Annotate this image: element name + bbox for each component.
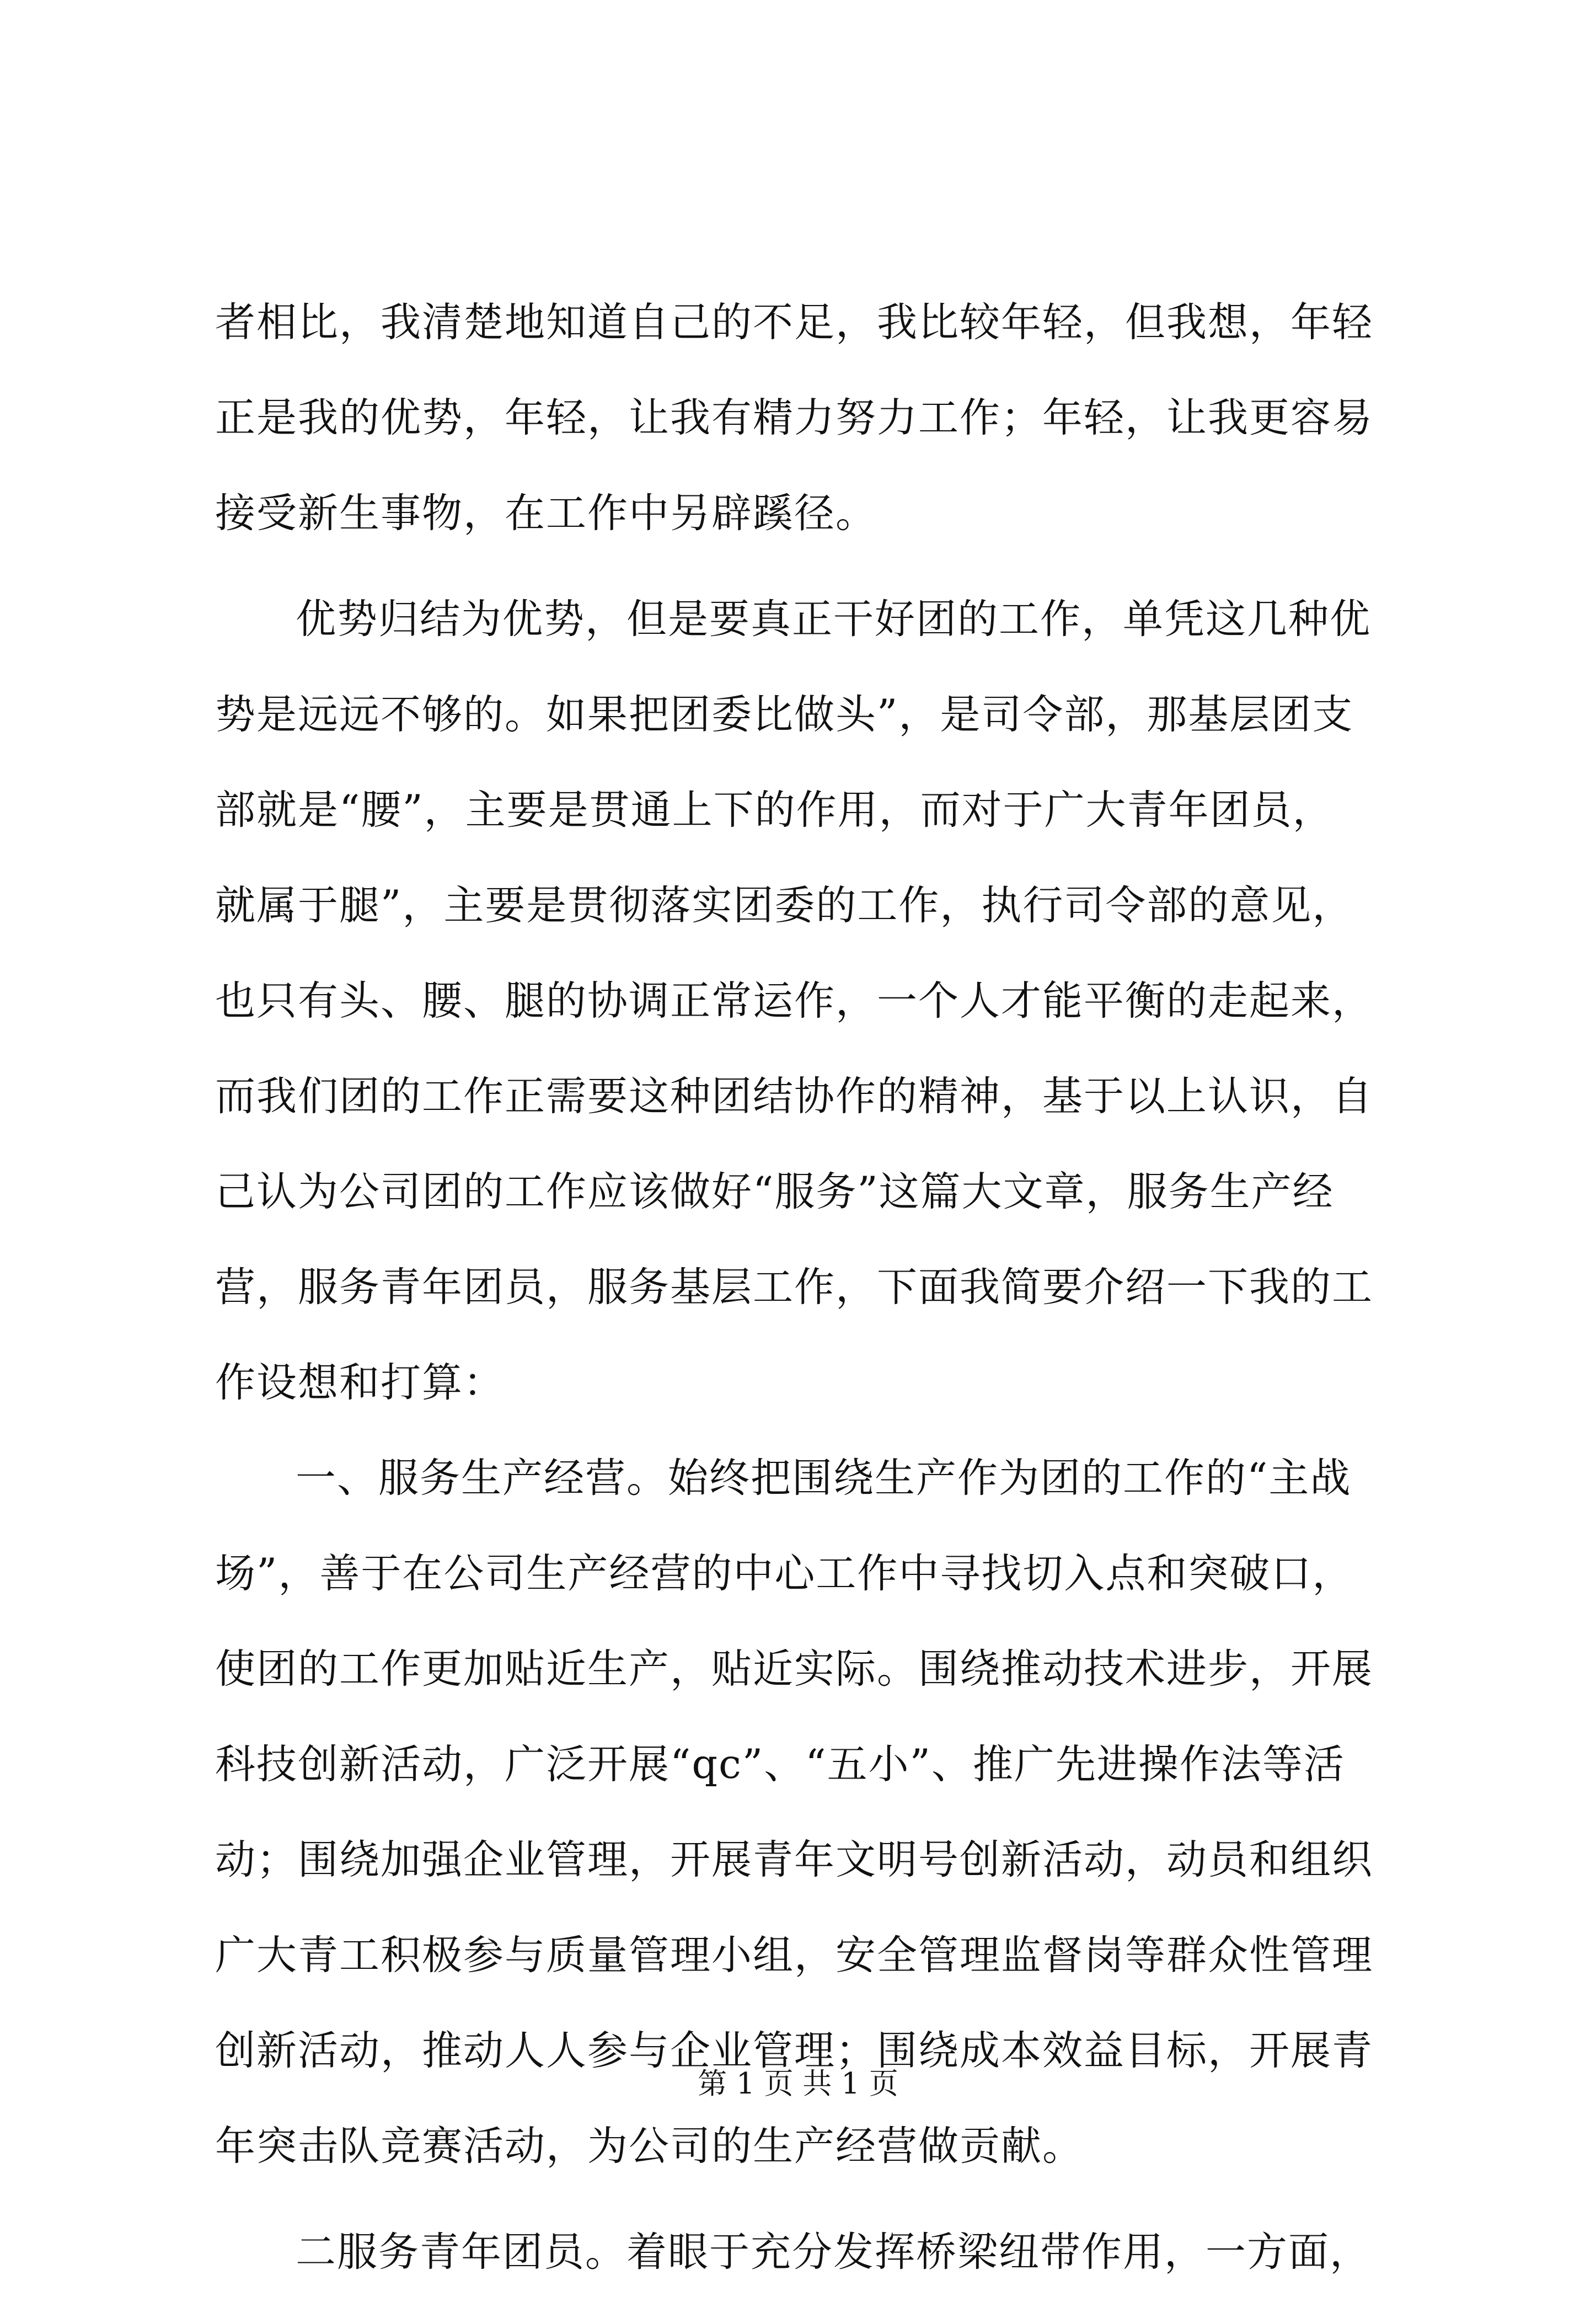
paragraph-2-line-3: 部就是“腰”，主要是贯通上下的作用，而对于广大青年团员， xyxy=(215,787,1334,834)
paragraph-3-line-7: 创新活动，推动人人参与企业管理；围绕成本效益目标，开展青 xyxy=(215,2027,1373,2074)
paragraph-2-line-4: 就属于腿”，主要是贯彻落实团委的工作，执行司令部的意见， xyxy=(215,882,1354,929)
paragraph-3-line-4: 科技创新活动，广泛开展“qc”、“五小”、推广先进操作法等活 xyxy=(215,1741,1345,1788)
paragraph-1-line-2: 正是我的优势，年轻，让我有精力努力工作；年轻，让我更容易 xyxy=(215,394,1373,441)
page-number-footer: 第 1 页 共 1 页 xyxy=(698,2067,898,2101)
paragraph-2-line-5: 也只有头、腰、腿的协调正常运作，一个人才能平衡的走起来， xyxy=(215,978,1373,1024)
paragraph-2-line-2: 势是远远不够的。如果把团委比做头”，是司令部，那基层团支 xyxy=(215,691,1354,738)
paragraph-2-line-1: 优势归结为优势，但是要真正干好团的工作，单凭这几种优 xyxy=(296,596,1371,643)
paragraph-2-line-9: 作设想和打算： xyxy=(215,1359,505,1406)
paragraph-3-line-1: 一、服务生产经营。始终把围绕生产作为团的工作的“主战 xyxy=(296,1455,1352,1502)
paragraph-4-line-1: 二服务青年团员。着眼于充分发挥桥梁纽带作用，一方面， xyxy=(296,2229,1371,2276)
paragraph-2-line-8: 营，服务青年团员，服务基层工作，下面我简要介绍一下我的工 xyxy=(215,1264,1373,1311)
paragraph-1-line-3: 接受新生事物，在工作中另辟蹊径。 xyxy=(215,490,877,537)
paragraph-3-line-6: 广大青工积极参与质量管理小组，安全管理监督岗等群众性管理 xyxy=(215,1932,1373,1979)
paragraph-3-line-2: 场”，善于在公司生产经营的中心工作中寻找切入点和突破口， xyxy=(215,1550,1354,1597)
paragraph-1-line-1: 者相比，我清楚地知道自己的不足，我比较年轻，但我想，年轻 xyxy=(215,299,1373,346)
paragraph-2-line-6: 而我们团的工作正需要这种团结协作的精神，基于以上认识，自 xyxy=(215,1073,1373,1120)
paragraph-3-line-5: 动；围绕加强企业管理，开展青年文明号创新活动，动员和组织 xyxy=(215,1836,1373,1883)
paragraph-3-line-3: 使团的工作更加贴近生产，贴近实际。围绕推动技术进步，开展 xyxy=(215,1646,1373,1692)
paragraph-2-line-7: 己认为公司团的工作应该做好“服务”这篇大文章，服务生产经 xyxy=(215,1168,1334,1215)
document-body xyxy=(215,298,1417,2323)
paragraph-3-line-8: 年突击队竞赛活动，为公司的生产经营做贡献。 xyxy=(215,2123,1084,2170)
